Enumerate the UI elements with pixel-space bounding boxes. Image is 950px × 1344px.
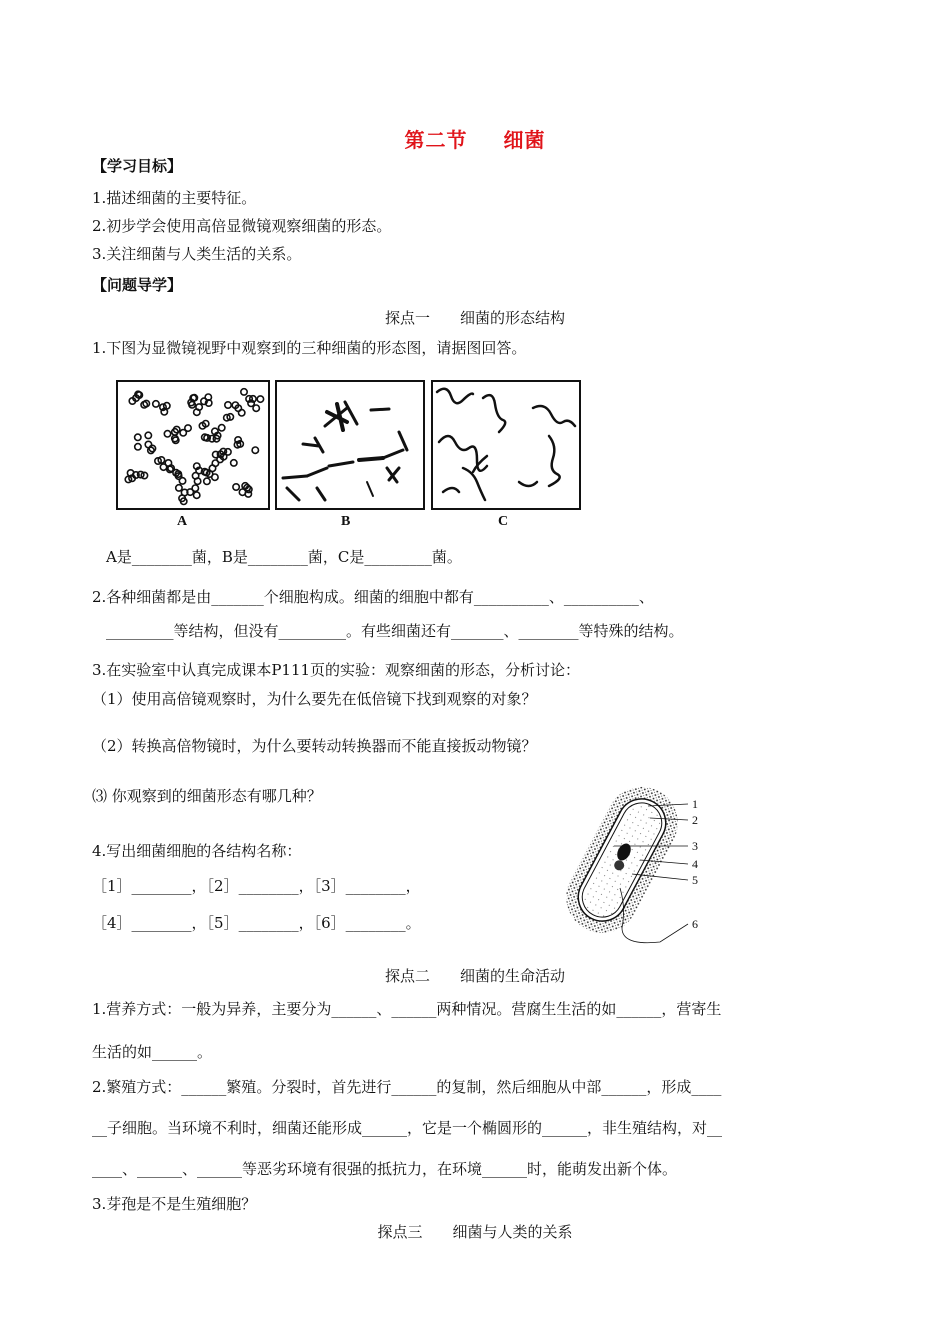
question-2-line2: _________等结构，但没有_________。有些细菌还有_______、________等特殊的结构。	[106, 622, 684, 640]
cocci-image	[118, 382, 268, 508]
reproduction-line2: __子细胞。当环境不利时，细菌还能形成______，它是一个椭圆形的______，非生殖结构，对__	[92, 1119, 723, 1137]
section1-label: 探点一	[384, 309, 430, 327]
question-3-3: ⑶ 你观察到的细菌形态有哪几种？	[92, 787, 322, 805]
figure-c-spirilla	[431, 380, 581, 510]
section2-label: 探点二	[384, 967, 430, 985]
goals-heading: 【学习目标】	[92, 157, 183, 175]
bacterium-cell-image	[552, 778, 712, 950]
title-section: 第二节	[404, 128, 468, 152]
bacilli-image	[277, 382, 423, 508]
cell-label-4: 4	[692, 857, 698, 871]
figure-label-c: C	[498, 514, 509, 529]
title-topic: 细菌	[503, 128, 546, 152]
question-4-row2: ［4］________，［5］________，［6］________。	[92, 914, 421, 932]
section3-heading	[0, 1222, 950, 1242]
reproduction-line1-a: 2.繁殖方式：______繁殖	[92, 1078, 257, 1096]
nutrition-line1: 1.营养方式：一般为异养，主要分为______、______两种情况。营腐生生活的如______，营寄生	[92, 1000, 722, 1018]
cell-label-6: 6	[692, 917, 698, 931]
spore-question: 3.芽孢是不是生殖细胞？	[92, 1195, 257, 1213]
question-4-row1: ［1］________，［2］________，［3］________，	[92, 877, 421, 895]
cell-label-3: 3	[692, 839, 698, 853]
guide-heading: 【问题导学】	[92, 276, 183, 294]
q1-answer-blanks: A是________菌，B是________菌，C是_________菌。	[106, 548, 462, 566]
goal-item: 3.关注细菌与人类生活的关系。	[92, 245, 302, 263]
cell-label-1: 1	[692, 797, 698, 811]
section2-heading	[0, 966, 950, 986]
figure-a-cocci	[116, 380, 270, 510]
goal-item: 2.初步学会使用高倍显微镜观察细菌的形态。	[92, 217, 392, 235]
spirilla-image	[433, 382, 579, 508]
question-3-2: （2）转换高倍物镜时，为什么要转动转换器而不能直接扳动物镜？	[92, 737, 537, 755]
cell-label-2: 2	[692, 813, 698, 827]
page-title	[0, 124, 950, 153]
question-3: 3.在实验室中认真完成课本P111页的实验：观察细菌的形态，分析讨论：	[92, 661, 581, 679]
figure-label-b: B	[341, 514, 351, 529]
section3-name: 细菌与人类的关系	[452, 1223, 573, 1241]
figure-label-a: A	[177, 514, 188, 529]
question-4: 4.写出细菌细胞的各结构名称：	[92, 842, 302, 860]
section3-label: 探点三	[377, 1223, 423, 1241]
bacterium-cell-diagram	[552, 778, 712, 950]
reproduction-line1-b: 。分裂时，首先进行______的复制，然后细胞从中部______，形成____	[256, 1078, 722, 1096]
question-1: 1.下图为显微镜视野中观察到的三种细菌的形态图，请据图回答。	[92, 339, 527, 357]
section1-name: 细菌的形态结构	[460, 309, 566, 327]
section1-heading	[0, 308, 950, 328]
question-3-1: （1）使用高倍镜观察时，为什么要先在低倍镜下找到观察的对象？	[92, 690, 537, 708]
reproduction-line3: ____、______、______等恶劣环境有很强的抵抗力，在环境______时，能萌发出新个体。	[92, 1160, 678, 1178]
cell-label-5: 5	[692, 873, 698, 887]
nutrition-line2: 生活的如______。	[92, 1043, 213, 1061]
section2-name: 细菌的生命活动	[460, 967, 566, 985]
question-2-line1: 2.各种细菌都是由_______个细胞构成。细菌的细胞中都有__________、__________、	[92, 588, 654, 606]
figure-b-bacilli	[275, 380, 425, 510]
reproduction-line1	[92, 1077, 721, 1097]
goal-item: 1.描述细菌的主要特征。	[92, 189, 257, 207]
